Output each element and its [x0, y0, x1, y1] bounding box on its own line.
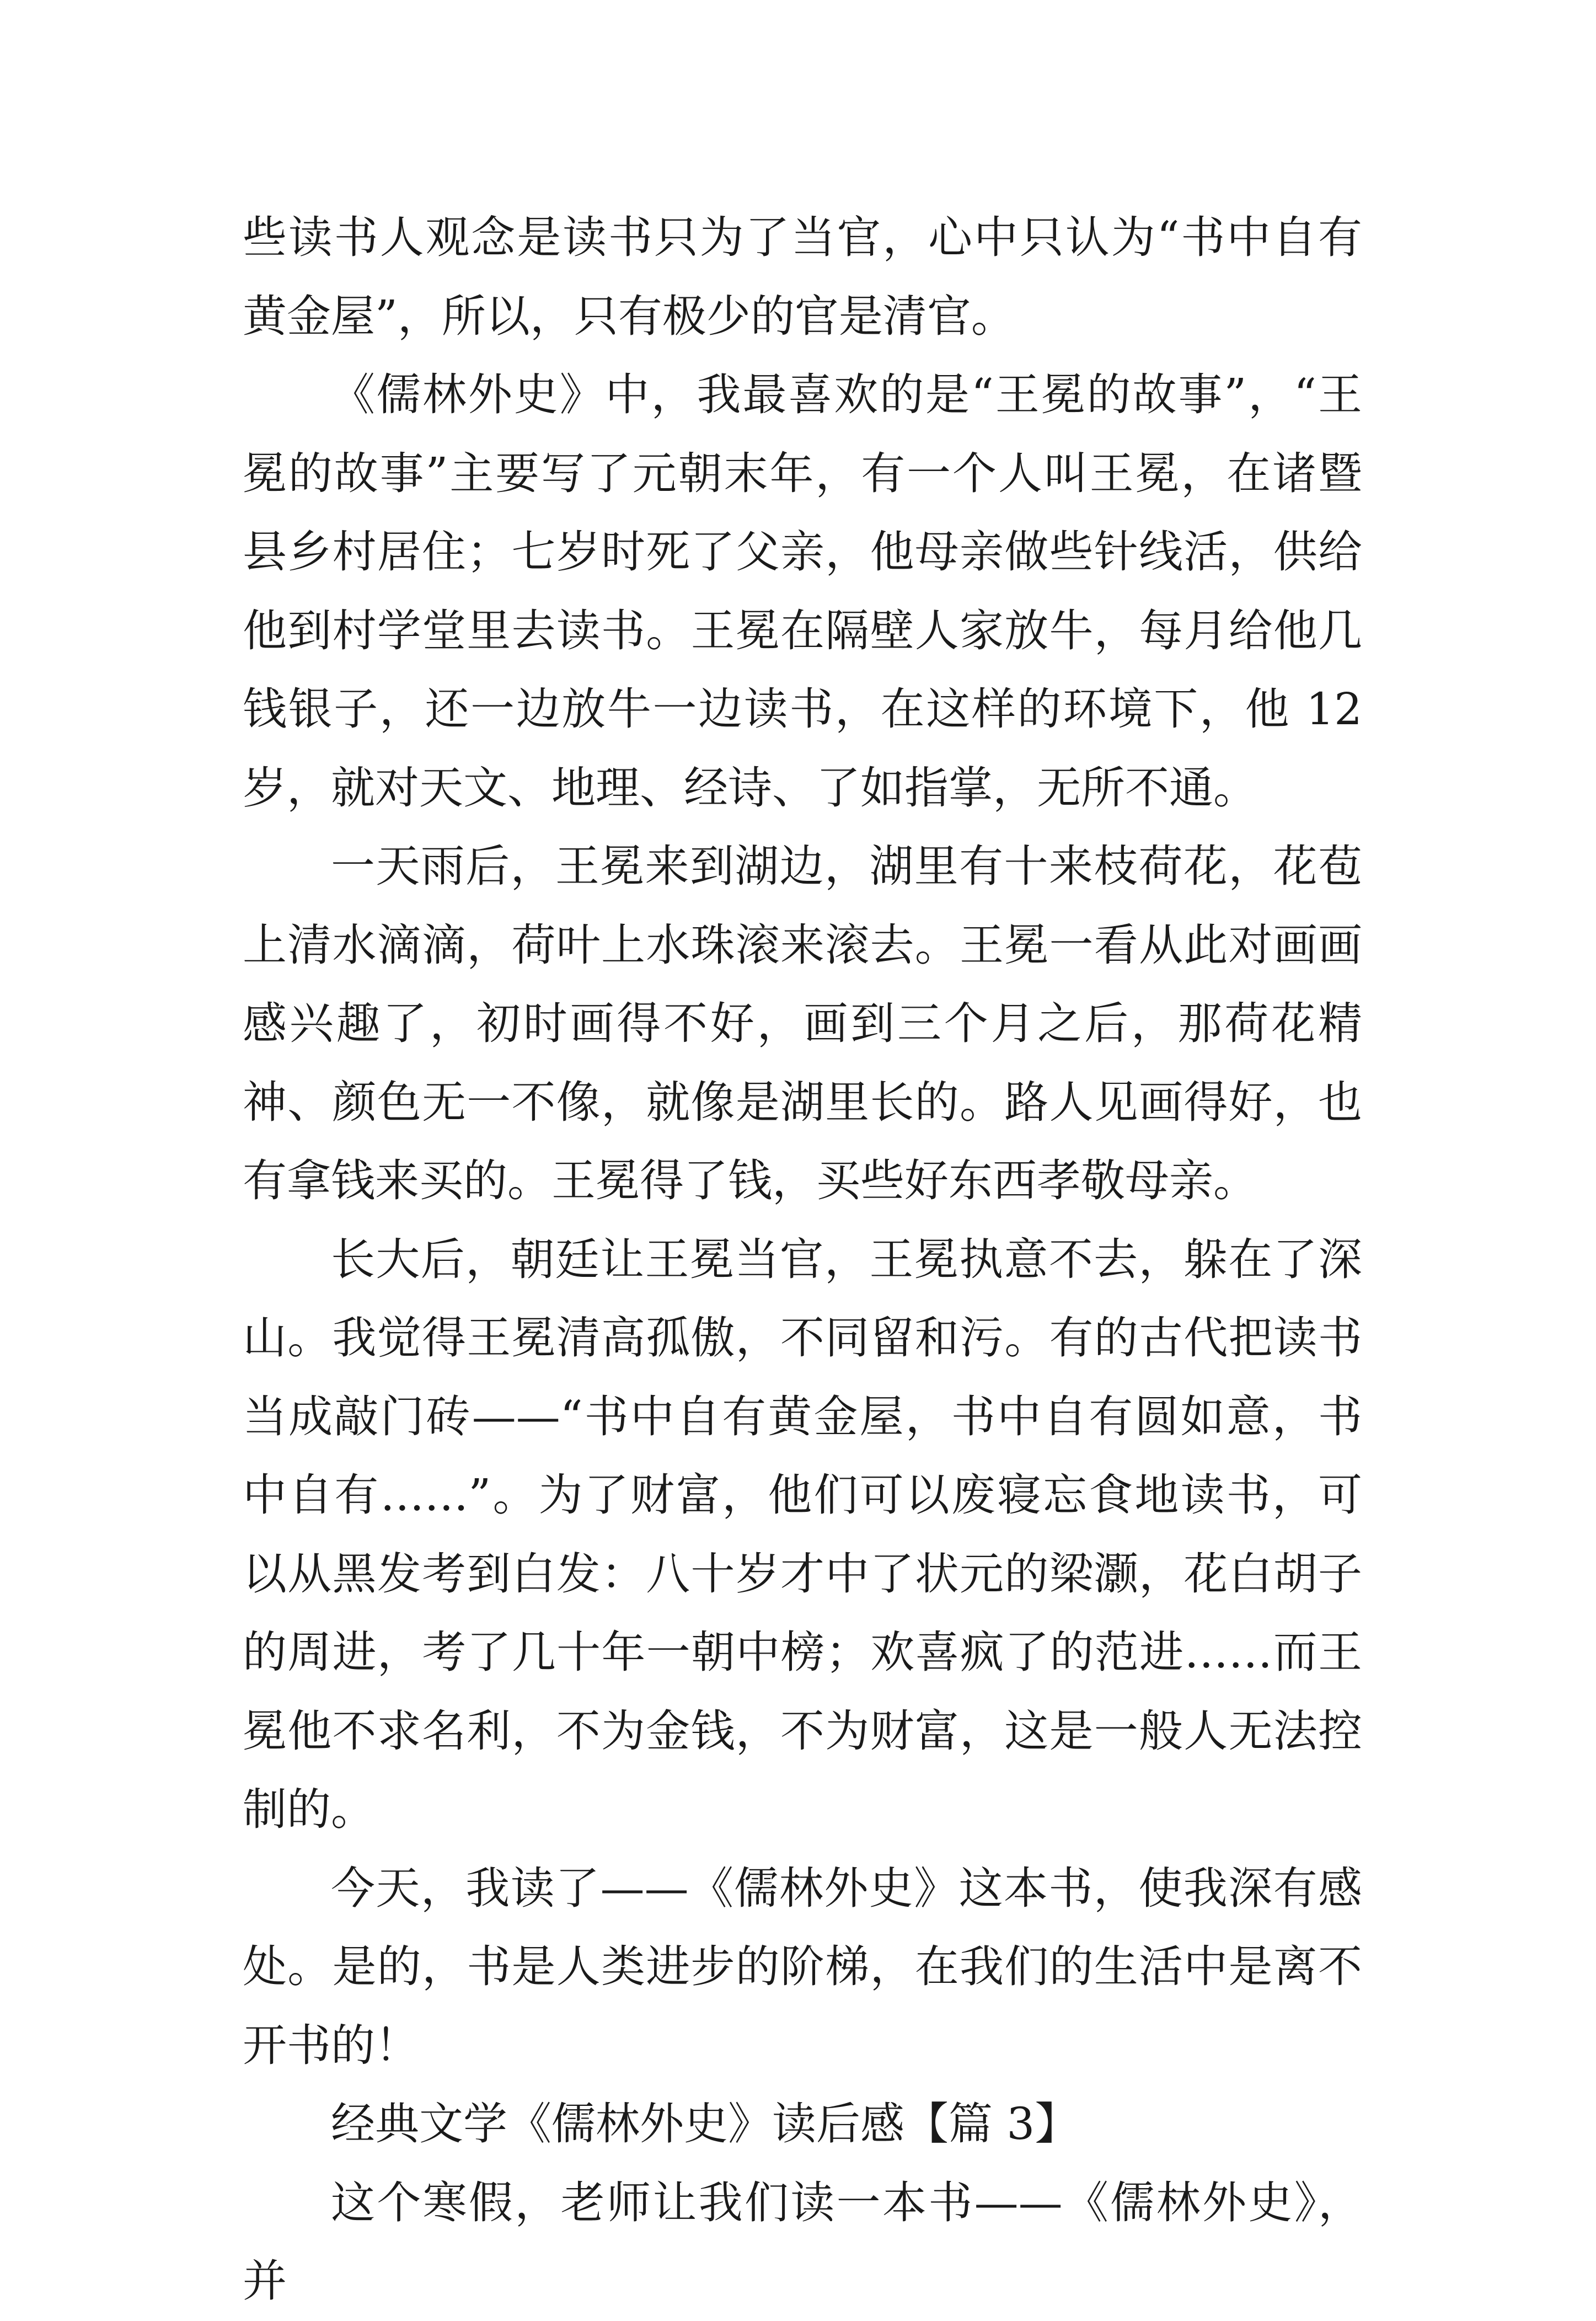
- paragraph-conclusion: 今天，我读了——《儒林外史》这本书，使我深有感处。是的，书是人类进步的阶梯，在我们的生活中是离不开书的！: [243, 1862, 1362, 2071]
- section-heading-part-3: 经典文学《儒林外史》读后感【篇 3】: [331, 2098, 1079, 2149]
- paragraph-continuation: 些读书人观念是读书只为了当官，心中只认为“书中自有黄金屋”，所以，只有极少的官是清官。: [243, 212, 1362, 342]
- document-body: [243, 199, 1362, 2321]
- paragraph-winter-break: 这个寒假，老师让我们读一本书——《儒林外史》，并: [243, 2176, 1362, 2307]
- paragraph-refuses-office: 长大后，朝廷让王冕当官，王冕执意不去，躲在了深山。我觉得王冕清高孤傲，不同留和污。有的古代把读书当成敲门砖——“书中自有黄金屋，书中自有圆如意，书中自有……”。为了财富，他们可以废寝忘食地读书，可以从黑发考到白发：八十岁才中了状元的梁灏，花白胡子的周进，考了几十年一朝中榜；欢喜疯了的范进……而王冕他不求名利，不为金钱，不为财富，这是一般人无法控制的。: [243, 1233, 1362, 1835]
- paragraph-wangmian-story: 《儒林外史》中，我最喜欢的是“王冕的故事”，“王冕的故事”主要写了元朝末年，有一个人叫王冕，在诸暨县乡村居住；七岁时死了父亲，他母亲做些针线活，供给他到村学堂里去读书。王冕在隔壁人家放牛，每月给他几钱银子，还一边放牛一边读书，在这样的环境下，他 12 岁，就对天文、地理、经诗、了如指掌，无所不通。: [243, 369, 1362, 814]
- paragraph-lotus-painting: 一天雨后，王冕来到湖边，湖里有十来枝荷花，花苞上清水滴滴，荷叶上水珠滚来滚去。王冕一看从此对画画感兴趣了，初时画得不好，画到三个月之后，那荷花精神、颜色无一不像，就像是湖里长的。路人见画得好，也有拿钱来买的。王冕得了钱，买些好东西孝敬母亲。: [243, 841, 1362, 1206]
